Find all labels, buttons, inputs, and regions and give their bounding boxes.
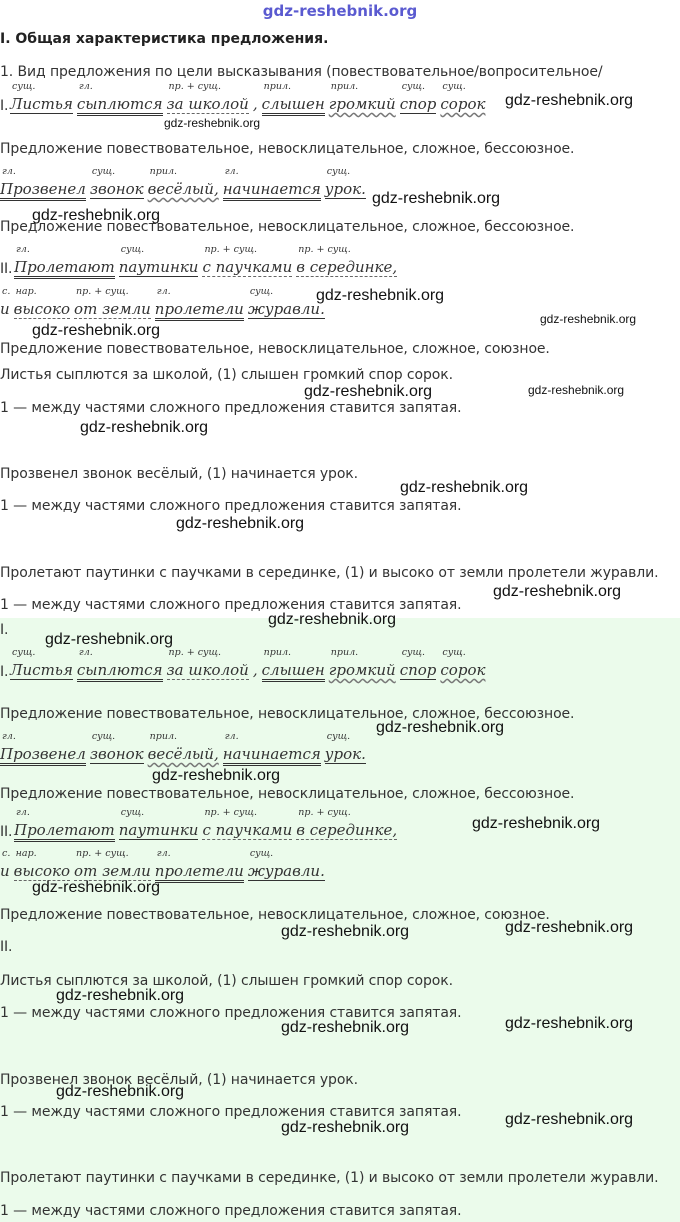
word-text: Прозвенел	[0, 745, 86, 766]
word-text: слышен	[262, 661, 325, 682]
part-of-speech-label: пр. + сущ.	[298, 807, 351, 818]
sentence-word	[118, 807, 199, 839]
watermark: gdz-reshebnik.org	[32, 322, 161, 339]
part-of-speech-label: сущ.	[91, 166, 116, 177]
word-text: Прозвенел	[0, 180, 86, 201]
punct-3: Пролетают паутинки с паучками в серединке, (1) и высоко от земли пролетели журавли.	[0, 565, 659, 581]
watermark: gdz-reshebnik.org	[400, 479, 529, 496]
part-of-speech-label: сущ.	[12, 81, 36, 92]
sentence-word	[328, 81, 396, 113]
sentence-word	[76, 647, 163, 679]
watermark: gdz-reshebnik.org	[505, 1111, 634, 1128]
word-text: сорок	[440, 95, 486, 113]
word-text: в серединке,	[296, 258, 398, 276]
word-text: Листья	[10, 95, 73, 113]
part-of-speech-label: сущ.	[442, 647, 466, 658]
sentence-word	[222, 166, 321, 198]
sentence-word	[13, 286, 71, 318]
part-of-speech-label: гл.	[156, 848, 171, 859]
sentence-word	[10, 81, 73, 113]
sentence-word	[89, 166, 144, 198]
sentence-word	[324, 731, 366, 763]
rule-2: 1 — между частями сложного предложения ставится запятая.	[0, 498, 462, 514]
roman-prefix-2: II.	[0, 261, 13, 277]
watermark: gdz-reshebnik.org	[376, 719, 505, 736]
part-of-speech-label: нар.	[15, 848, 37, 859]
sentence-word	[0, 848, 11, 880]
word-text: громкий	[328, 95, 396, 113]
part-of-speech-label: сущ.	[326, 166, 351, 177]
rule-2b: 1 — между частями сложного предложения ставится запятая.	[0, 1104, 462, 1120]
sentence-1b	[10, 647, 489, 679]
part-of-speech-label: гл.	[224, 731, 239, 742]
top-watermark: gdz-reshebnik.org	[262, 2, 418, 20]
watermark: gdz-reshebnik.org	[268, 611, 397, 628]
sentence-word	[440, 81, 486, 113]
word-text: журавли.	[247, 300, 325, 318]
word-text: звонок	[89, 745, 144, 763]
sentence-word	[166, 81, 249, 113]
watermark: gdz-reshebnik.org	[505, 92, 634, 109]
part-of-speech-label: сущ.	[12, 647, 36, 658]
roman-two: II.	[0, 939, 13, 955]
word-text: Пролетают	[14, 258, 115, 279]
word-text: и	[0, 862, 10, 880]
rule-1b: 1 — между частями сложного предложения ставится запятая.	[0, 1005, 462, 1021]
sentence-3a	[14, 244, 401, 276]
word-text: весёлый,	[147, 180, 219, 198]
word-text: громкий	[328, 661, 396, 679]
roman-prefix-1: I.	[0, 98, 9, 114]
description-1: Предложение повествовательное, невосклицательное, сложное, бессоюзное.	[0, 141, 575, 157]
word-text: сыплются	[77, 95, 163, 116]
word-text: спор	[399, 661, 437, 679]
watermark: gdz-reshebnik.org	[56, 987, 185, 1004]
watermark: gdz-reshebnik.org	[80, 419, 209, 436]
word-text: Листья	[10, 661, 73, 679]
part-of-speech-label: гл.	[2, 731, 16, 742]
part-of-speech-label: прил.	[330, 647, 359, 658]
word-text: Пролетают	[14, 821, 115, 842]
part-of-speech-label: сущ.	[401, 81, 426, 92]
sentence-word	[89, 731, 144, 763]
sentence-word	[76, 81, 163, 113]
sentence-word	[154, 286, 244, 318]
roman-prefix-1b: I.	[0, 664, 9, 680]
sentence-word	[10, 647, 73, 679]
part-of-speech-label: пр. + сущ.	[76, 286, 129, 297]
sentence-word	[74, 848, 151, 880]
part-of-speech-label: с.	[2, 848, 11, 859]
watermark: gdz-reshebnik.org	[281, 923, 410, 940]
watermark: gdz-reshebnik.org	[540, 312, 637, 326]
sentence-3b-b	[0, 848, 329, 880]
sentence-word	[0, 731, 86, 763]
description-2b: Предложение повествовательное, невосклицательное, сложное, бессоюзное.	[0, 786, 575, 802]
watermark: gdz-reshebnik.org	[281, 1119, 410, 1136]
watermark: gdz-reshebnik.org	[176, 515, 305, 532]
sentence-2b	[0, 731, 370, 763]
part-of-speech-label: прил.	[263, 81, 292, 92]
word-text: начинается	[223, 745, 321, 766]
sentence-word	[261, 647, 325, 679]
sentence-word	[13, 848, 71, 880]
word-text: и	[0, 300, 10, 318]
sentence-2	[0, 166, 370, 198]
watermark: gdz-reshebnik.org	[164, 116, 261, 130]
sentence-word	[324, 166, 366, 198]
watermark: gdz-reshebnik.org	[493, 583, 622, 600]
part-of-speech-label: сущ.	[326, 731, 351, 742]
word-text: пролетели	[155, 862, 244, 883]
roman-prefix-2b: II.	[0, 824, 13, 840]
description-1b: Предложение повествовательное, невосклицательное, сложное, бессоюзное.	[0, 706, 575, 722]
description-2: Предложение повествовательное, невосклицательное, сложное, бессоюзное.	[0, 219, 575, 235]
sentence-word	[147, 731, 219, 763]
part-of-speech-label: сущ.	[401, 647, 426, 658]
sentence-word	[222, 731, 321, 763]
part-of-speech-label: пр. + сущ.	[204, 807, 258, 818]
part-of-speech-label: пр. + сущ.	[168, 81, 222, 92]
part-of-speech-label: сущ.	[249, 848, 274, 859]
watermark: gdz-reshebnik.org	[32, 207, 161, 224]
sentence-word	[0, 166, 86, 198]
sentence-word	[147, 166, 219, 198]
word-text: ,	[252, 95, 258, 113]
word-text: от земли	[74, 862, 151, 880]
sentence-word	[14, 807, 115, 839]
part-of-speech-label: гл.	[156, 286, 171, 297]
watermark: gdz-reshebnik.org	[528, 383, 625, 397]
word-text: с паучками	[202, 821, 293, 839]
watermark: gdz-reshebnik.org	[472, 815, 601, 832]
sentence-word	[440, 647, 486, 679]
word-text: слышен	[262, 95, 325, 116]
section-heading: I. Общая характеристика предложения.	[0, 31, 329, 47]
part-of-speech-label: сущ.	[249, 286, 274, 297]
part-of-speech-label: прил.	[330, 81, 359, 92]
sentence-word	[118, 244, 199, 276]
word-text: за школой	[166, 661, 249, 679]
watermark: gdz-reshebnik.org	[281, 1019, 410, 1036]
part-of-speech-label: сущ.	[442, 81, 466, 92]
description-3: Предложение повествовательное, невосклицательное, сложное, союзное.	[0, 341, 550, 357]
sentence-1	[10, 81, 489, 113]
part-of-speech-label: гл.	[16, 807, 30, 818]
word-text: спор	[399, 95, 437, 113]
sentence-word	[202, 807, 293, 839]
part-of-speech-label: прил.	[263, 647, 292, 658]
punct-2b: Прозвенел звонок весёлый, (1) начинается урок.	[0, 1072, 359, 1088]
word-text: весёлый,	[147, 745, 219, 763]
watermark: gdz-reshebnik.org	[32, 879, 161, 896]
word-text: звонок	[89, 180, 144, 198]
watermark: gdz-reshebnik.org	[304, 383, 433, 400]
roman-one: I.	[0, 622, 9, 638]
word-text: паутинки	[118, 258, 199, 276]
part-of-speech-label: пр. + сущ.	[76, 848, 129, 859]
word-text: за школой	[166, 95, 249, 113]
sentence-3a-b	[14, 807, 401, 839]
part-of-speech-label: прил.	[149, 731, 178, 742]
sentence-word	[399, 647, 437, 679]
sentence-word	[296, 244, 398, 276]
part-of-speech-label: сущ.	[120, 244, 145, 255]
word-text: урок.	[324, 180, 366, 198]
punct-2: Прозвенел звонок весёлый, (1) начинается урок.	[0, 466, 359, 482]
word-text: сыплются	[77, 661, 163, 682]
sentence-word	[296, 807, 398, 839]
word-text: высоко	[13, 300, 71, 318]
part-of-speech-label: прил.	[149, 166, 178, 177]
sentence-word	[202, 244, 293, 276]
part-of-speech-label: гл.	[16, 244, 30, 255]
word-text: высоко	[13, 862, 71, 880]
rule-1: 1 — между частями сложного предложения ставится запятая.	[0, 400, 462, 416]
part-of-speech-label: пр. + сущ.	[204, 244, 258, 255]
watermark: gdz-reshebnik.org	[56, 1083, 185, 1100]
word-text: начинается	[223, 180, 321, 201]
sentence-word	[253, 95, 258, 113]
sentence-word	[261, 81, 325, 113]
word-text: от земли	[74, 300, 151, 318]
rule-3b: 1 — между частями сложного предложения ставится запятая.	[0, 1203, 462, 1219]
watermark: gdz-reshebnik.org	[316, 287, 445, 304]
rule-3: 1 — между частями сложного предложения ставится запятая.	[0, 597, 462, 613]
punct-3b: Пролетают паутинки с паучками в серединке, (1) и высоко от земли пролетели журавли.	[0, 1170, 659, 1186]
sentence-word	[166, 647, 249, 679]
sentence-word	[14, 244, 115, 276]
watermark: gdz-reshebnik.org	[505, 1015, 634, 1032]
word-text: паутинки	[118, 821, 199, 839]
sentence-word	[247, 286, 325, 318]
sentence-word	[328, 647, 396, 679]
part-of-speech-label: пр. + сущ.	[298, 244, 351, 255]
part-of-speech-label: гл.	[78, 81, 93, 92]
word-text: урок.	[324, 745, 366, 763]
sentence-word	[247, 848, 325, 880]
part-of-speech-label: сущ.	[91, 731, 116, 742]
part-of-speech-label: с.	[2, 286, 11, 297]
part-of-speech-label: гл.	[2, 166, 16, 177]
punct-1b: Листья сыплются за школой, (1) слышен громкий спор сорок.	[0, 973, 453, 989]
sentence-3b	[0, 286, 329, 318]
part-of-speech-label: гл.	[78, 647, 93, 658]
sentence-word	[154, 848, 244, 880]
sentence-word	[0, 286, 11, 318]
word-text: ,	[252, 661, 258, 679]
sentence-word	[399, 81, 437, 113]
watermark: gdz-reshebnik.org	[152, 767, 281, 784]
word-text: сорок	[440, 661, 486, 679]
watermark: gdz-reshebnik.org	[372, 190, 501, 207]
task-line: 1. Вид предложения по цели высказывания (повествовательное/вопросительное/	[0, 64, 603, 80]
punct-1: Листья сыплются за школой, (1) слышен громкий спор сорок.	[0, 367, 453, 383]
part-of-speech-label: пр. + сущ.	[168, 647, 222, 658]
sentence-word	[253, 661, 258, 679]
watermark: gdz-reshebnik.org	[505, 919, 634, 936]
word-text: в серединке,	[296, 821, 398, 839]
description-3b: Предложение повествовательное, невосклицательное, сложное, союзное.	[0, 907, 550, 923]
part-of-speech-label: нар.	[15, 286, 37, 297]
part-of-speech-label: сущ.	[120, 807, 145, 818]
word-text: с паучками	[202, 258, 293, 276]
word-text: журавли.	[247, 862, 325, 880]
word-text: пролетели	[155, 300, 244, 321]
sentence-word	[74, 286, 151, 318]
part-of-speech-label: гл.	[224, 166, 239, 177]
watermark: gdz-reshebnik.org	[45, 631, 174, 648]
